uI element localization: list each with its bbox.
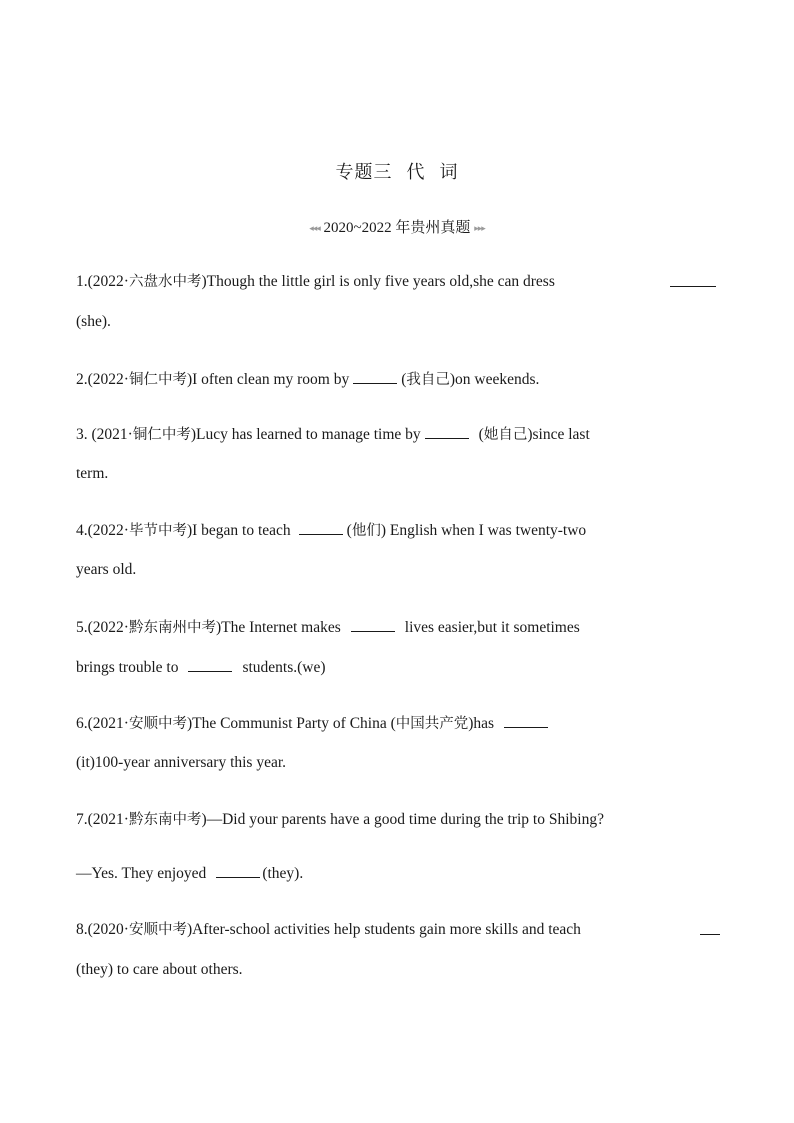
question-source: 安顺中考 — [128, 716, 187, 732]
question-text: )After-school activities help students gain more skills and teach — [186, 921, 581, 938]
question-text: )I began to teach — [186, 522, 291, 539]
right-ornament: ▸▸▸ — [474, 223, 485, 234]
question-number: 8.(2020· — [76, 921, 129, 938]
question-number: 7.(2021· — [76, 811, 129, 828]
question-source: 安顺中考 — [128, 922, 187, 938]
question-source: 六盘水中考 — [128, 274, 202, 290]
question-source: 黔东南州中考 — [128, 620, 216, 636]
question-text-cont: (she). — [76, 313, 111, 330]
question-text: )—Did your parents have a good time during the trip to Shibing? — [201, 811, 604, 828]
answer-blank[interactable] — [216, 863, 260, 878]
answer-blank[interactable] — [299, 520, 343, 535]
left-ornament: ◂◂◂ — [309, 223, 320, 234]
answer-blank[interactable] — [504, 713, 548, 728]
chinese-hint: 中国共产党 — [395, 716, 469, 732]
question-source: 毕节中考 — [128, 523, 187, 539]
answer-blank[interactable] — [353, 369, 397, 384]
question-text-end: students.(we) — [242, 659, 326, 676]
chinese-hint: 他们 — [351, 523, 381, 539]
question-text-cont: (it)100-year anniversary this year. — [76, 754, 287, 771]
question-text-cont: —Yes. They enjoyed — [76, 865, 207, 882]
answer-blank[interactable] — [670, 272, 716, 287]
page-title — [0, 158, 794, 184]
section-subtitle — [0, 216, 794, 237]
question-text: )I often clean my room by — [186, 371, 350, 388]
question-text-cont: brings trouble to — [76, 659, 179, 676]
answer-blank-1[interactable] — [351, 617, 395, 632]
question-text-end: (they). — [262, 865, 304, 882]
subtitle-text: 年贵州真题 — [395, 218, 471, 236]
question-text-end: )on weekends. — [449, 371, 540, 388]
question-number: 5.(2022· — [76, 619, 129, 636]
question-number: 2.(2022· — [76, 371, 129, 388]
subtitle-years: 2020~2022 — [323, 220, 392, 236]
question-text-end: )since last — [527, 426, 590, 443]
question-text-end: ) English when I was twenty-two — [380, 522, 587, 539]
title-part3: 词 — [439, 162, 459, 183]
question-number: 1.(2022· — [76, 273, 129, 290]
chinese-hint: 她自己 — [483, 427, 528, 443]
question-text-end: lives easier,but it sometimes — [404, 619, 580, 636]
question-number: 3. (2021· — [76, 426, 133, 443]
hint-open: ( — [346, 522, 352, 539]
question-source: 黔东南中考 — [128, 812, 202, 828]
question-text: )Though the little girl is only five years old,she can dress — [201, 273, 555, 290]
hint-open: ( — [478, 426, 484, 443]
question-text-cont: (they) to care about others. — [76, 961, 243, 978]
question-text: )Lucy has learned to manage time by — [190, 426, 421, 443]
question-text: )The Communist Party of China ( — [186, 715, 396, 732]
answer-blank[interactable] — [425, 424, 469, 439]
question-text-end: )has — [468, 715, 495, 732]
title-part1: 专题三 — [335, 162, 393, 183]
chinese-hint: 我自己 — [406, 372, 450, 388]
question-number: 6.(2021· — [76, 715, 129, 732]
answer-blank-2[interactable] — [188, 657, 232, 672]
question-text: )The Internet makes — [215, 619, 341, 636]
question-number: 4.(2022· — [76, 522, 129, 539]
question-source: 铜仁中考 — [132, 427, 191, 443]
answer-blank[interactable] — [700, 920, 720, 935]
hint-open: ( — [401, 371, 407, 388]
question-text-cont: term. — [76, 465, 109, 482]
question-text-cont: years old. — [76, 561, 137, 578]
title-part2: 代 — [406, 162, 426, 183]
question-source: 铜仁中考 — [128, 372, 187, 388]
